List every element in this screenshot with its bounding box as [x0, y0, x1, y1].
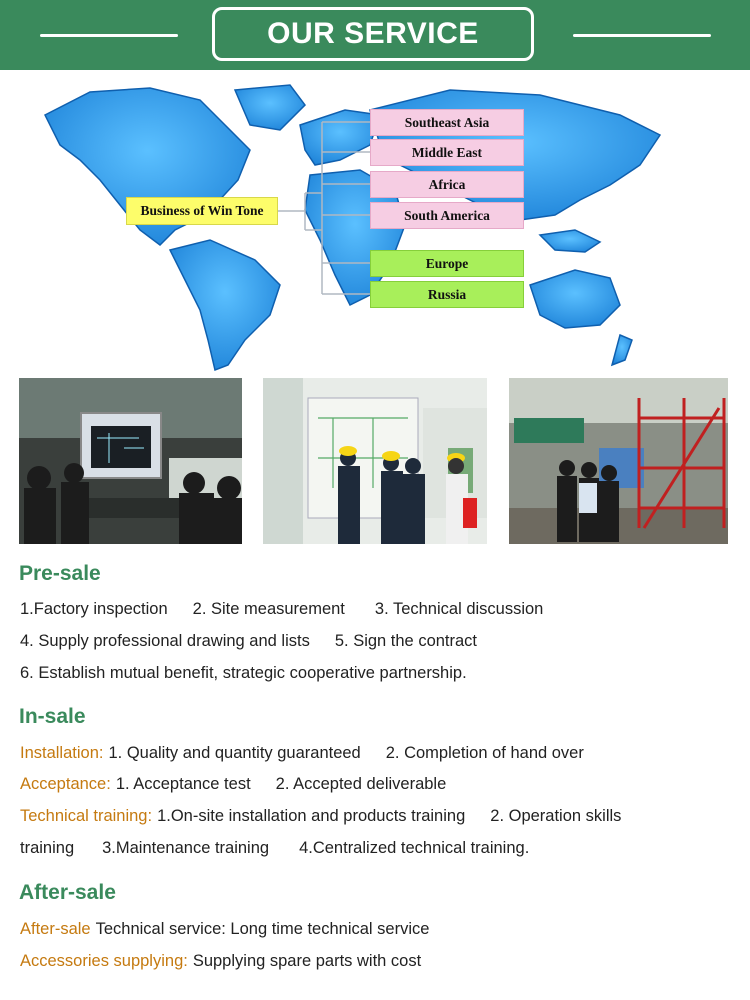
installation-item-quality: 1. Quality and quantity guaranteed	[108, 744, 361, 762]
presale-item-site-measurement: 2. Site measurement	[192, 600, 345, 618]
presale-item-sign-contract: 5. Sign the contract	[334, 632, 478, 650]
control-room-photo	[263, 378, 487, 544]
installation-item-handover: 2. Completion of hand over	[385, 744, 584, 762]
world-map	[0, 70, 750, 375]
training-item-onsite: 1.On-site installation and products training	[157, 807, 466, 825]
training-item-operation: 2. Operation skills	[490, 807, 622, 825]
technical-training-label: Technical training:	[20, 807, 153, 825]
training-item-continued: training	[20, 839, 75, 857]
southeast-asia-islands-shape	[540, 230, 600, 252]
acceptance-item-test: 1. Acceptance test	[115, 775, 251, 793]
aftersale-service-label: After-sale	[20, 920, 91, 938]
training-item-maintenance: 3.Maintenance training	[102, 839, 270, 857]
factory-site-photo	[509, 378, 728, 544]
acceptance-label: Acceptance:	[20, 775, 111, 793]
header-right-line	[573, 34, 711, 37]
region-south-america: South America	[370, 202, 524, 229]
acceptance-item-deliverable: 2. Accepted deliverable	[275, 775, 447, 793]
region-europe: Europe	[370, 250, 524, 277]
new-zealand-shape	[612, 335, 632, 365]
region-russia: Russia	[370, 281, 524, 308]
meeting-photo	[19, 378, 242, 544]
australia-shape	[530, 270, 620, 328]
training-item-centralized: 4.Centralized technical training.	[299, 839, 530, 857]
header-banner	[0, 0, 750, 70]
accessories-label: Accessories supplying:	[20, 952, 188, 970]
header-left-line	[40, 34, 178, 37]
region-africa: Africa	[370, 171, 524, 198]
aftersale-title: After-sale	[19, 881, 116, 904]
accessories-text: Supplying spare parts with cost	[192, 952, 422, 970]
presale-line-2	[20, 632, 477, 651]
region-middle-east: Middle East	[370, 139, 524, 166]
insale-acceptance-line	[20, 775, 446, 794]
insale-training-line	[20, 807, 621, 826]
south-america-shape	[170, 240, 280, 370]
greenland-shape	[235, 85, 305, 130]
presale-title: Pre-sale	[19, 562, 101, 585]
insale-installation-line	[20, 744, 584, 763]
presale-line-3: 6. Establish mutual benefit, strategic cooperative partnership.	[20, 664, 467, 682]
header-title-box	[212, 7, 534, 61]
region-southeast-asia: Southeast Asia	[370, 109, 524, 136]
presale-item-technical-discussion: 3. Technical discussion	[374, 600, 544, 618]
presale-item-supply-drawing: 4. Supply professional drawing and lists	[20, 632, 310, 650]
presale-item-factory-inspection: 1.Factory inspection	[20, 600, 168, 618]
page-title: OUR SERVICE	[267, 17, 479, 50]
aftersale-service-text: Technical service: Long time technical service	[95, 920, 430, 938]
installation-label: Installation:	[20, 744, 104, 762]
presale-line-1	[20, 600, 543, 619]
aftersale-accessories-line	[20, 952, 421, 971]
business-label: Business of Win Tone	[126, 197, 278, 225]
aftersale-service-line	[20, 920, 429, 939]
europe-shape	[300, 110, 380, 165]
insale-training-line-2	[20, 839, 529, 858]
insale-title: In-sale	[19, 705, 86, 728]
